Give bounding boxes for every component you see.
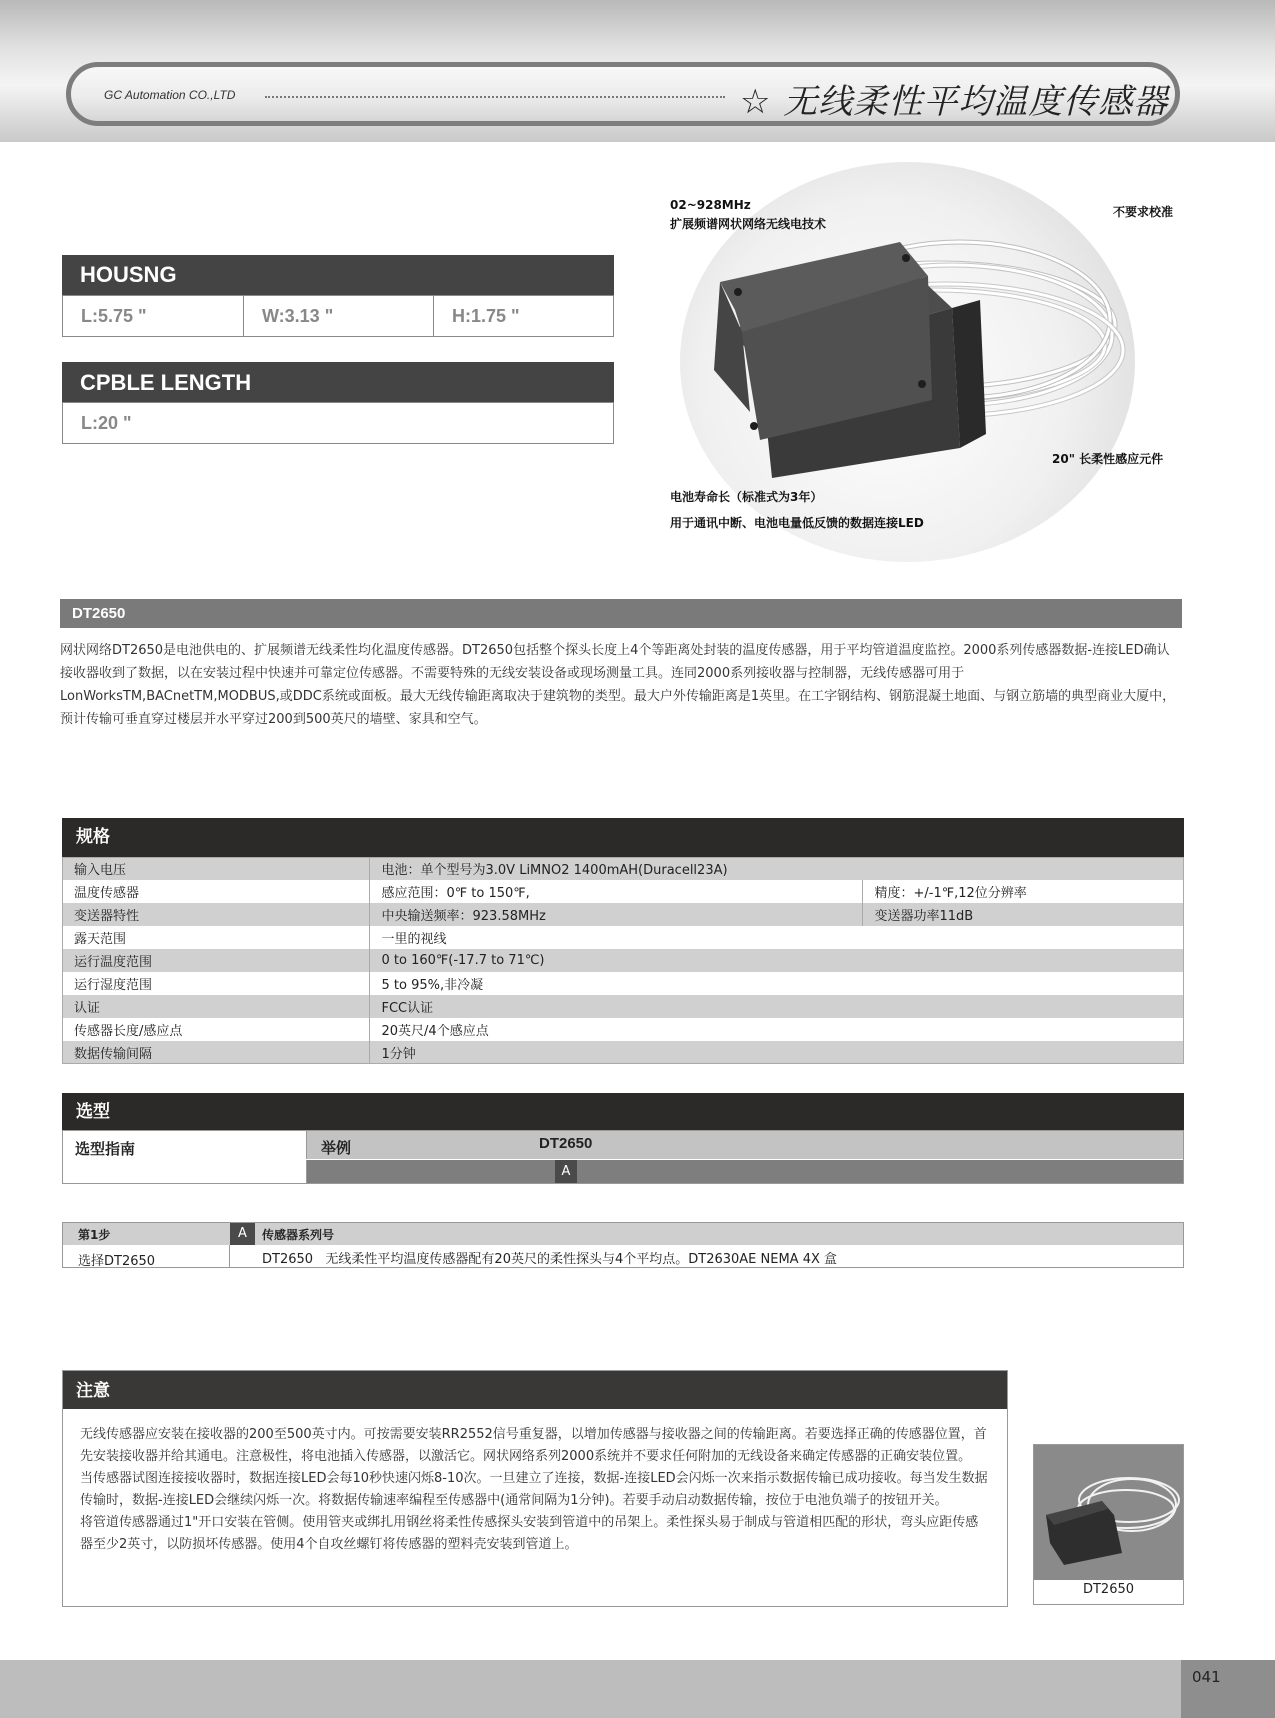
page-title: ☆ 无线柔性平均温度传感器 [740, 82, 1169, 122]
selection-model: DT2650 [539, 1135, 593, 1152]
selection-example-label: 举例 [321, 1139, 352, 1157]
selection-heading: 选型 [62, 1093, 1184, 1130]
company-name: GC Automation CO.,LTD [104, 88, 236, 102]
selection-guide-label: 选型指南 [75, 1140, 136, 1158]
spec-label: 温度传感器 [62, 880, 369, 903]
callout-battery-life: 电池寿命长（标准式为3年） [670, 490, 823, 504]
table-row [62, 995, 1184, 1018]
spec-value: 感应范围：0℉ to 150℉, [369, 880, 862, 903]
page-number: 041 [1192, 1668, 1221, 1686]
table-row [62, 880, 1184, 903]
callout-no-calibration: 不要求校准 [1113, 205, 1174, 219]
callout-flexible-element: 20" 长柔性感应元件 [1052, 452, 1164, 466]
housing-length: L:5.75 " [63, 296, 244, 336]
selection-code-bar [306, 1160, 1183, 1183]
spec-label: 数据传输间隔 [62, 1041, 369, 1064]
selection-example-bar [306, 1131, 1183, 1159]
spec-label: 输入电压 [62, 857, 369, 880]
housing-height: H:1.75 " [452, 306, 520, 326]
thumbnail-caption: DT2650 [1082, 1582, 1135, 1597]
notes-paragraph: 将管道传感器通过1"开口安装在管侧。使用管夹或绑扎用钢丝将柔性传感探头安装到管道中的吊架上。柔性探头易于制成与管道相匹配的形状，弯头应距传感器至少2英寸，以防损坏传感器。使用4个自攻丝螺钉将传感器的塑料壳安装到管道上。 [80, 1515, 979, 1552]
housing-heading: HOUSNG [62, 255, 614, 295]
notes-heading: 注意 [62, 1371, 1008, 1409]
housing-width: W:3.13 " [244, 296, 434, 336]
step-choose: 选择DT2650 [78, 1254, 156, 1269]
spec-value: 电池：单个型号为3.0V LiMNO2 1400mAH(Duracell23A) [369, 857, 1184, 880]
table-row [62, 949, 1184, 972]
spec-value: 一里的视线 [369, 926, 1184, 949]
table-row [62, 903, 1184, 926]
footer-band [0, 1660, 1275, 1718]
spec-table [62, 857, 1184, 1064]
step-series-label: 传感器系列号 [262, 1228, 335, 1242]
table-row [62, 1041, 1184, 1064]
spec-label: 认证 [62, 995, 369, 1018]
table-row [62, 972, 1184, 995]
spec-label: 传感器长度/感应点 [62, 1018, 369, 1041]
step-divider [229, 1245, 230, 1267]
table-row [62, 1018, 1184, 1041]
header-divider [265, 96, 725, 98]
spec-value: 5 to 95%,非冷凝 [369, 972, 1184, 995]
spec-value: 0 to 160℉(-17.7 to 71℃) [369, 949, 1184, 972]
housing-dimensions [62, 295, 614, 337]
spec-extra: 变送器功率11dB [862, 903, 1184, 926]
spec-extra: 精度：+/-1℉,12位分辨率 [862, 880, 1184, 903]
step-code: A [230, 1223, 255, 1245]
thumbnail-image [1034, 1445, 1183, 1580]
spec-heading: 规格 [62, 818, 1184, 857]
callout-radio-tech: 扩展频谱网状网络无线电技术 [670, 217, 827, 231]
spec-label: 露天范围 [62, 926, 369, 949]
notes-paragraph: 无线传感器应安装在接收器的200至500英寸内。可按需要安装RR2552信号重复器，以增加传感器与接收器之间的传输距离。若要选择正确的传感器位置，首先安装接收器并给其通电。注意极性，将电池插入传感器，以激活它。网状网络系列2000系统并不要求任何附加的无线设备来确定传感器的正确安装位置。 [80, 1427, 987, 1464]
notes-text [80, 1424, 990, 1556]
notes-paragraph: 当传感器试图连接接收器时，数据连接LED会每10秒快速闪烁8-10次。一旦建立了连接，数据-连接LED会闪烁一次来指示数据传输已成功接收。每当发生数据传输时，数据-连接LED会继续闪烁一次。将数据传输速率编程至传感器中(通常间隔为1分钟)。若要手动启动数据传输，按位于电池负端子的按钮开关。 [80, 1471, 988, 1508]
cable-heading: CPBLE LENGTH [62, 362, 614, 402]
callout-frequency: 02~928MHz [670, 198, 751, 212]
step-label: 第1步 [78, 1228, 111, 1242]
table-row [62, 926, 1184, 949]
step-description: DT2650 无线柔性平均温度传感器配有20英尺的柔性探头与4个平均点。DT2630AE NEMA 4X 盒 [262, 1252, 838, 1267]
spec-label: 变送器特性 [62, 903, 369, 926]
spec-value: FCC认证 [369, 995, 1184, 1018]
spec-value: 中央输送频率：923.58MHz [369, 903, 862, 926]
callout-data-led: 用于通讯中断、电池电量低反馈的数据连接LED [670, 516, 924, 530]
model-section-bar: DT2650 [60, 599, 1182, 628]
spec-label: 运行湿度范围 [62, 972, 369, 995]
cable-dimensions [62, 402, 614, 444]
spec-value: 20英尺/4个感应点 [369, 1018, 1184, 1041]
table-row [62, 857, 1184, 880]
spec-value: 1分钟 [369, 1041, 1184, 1064]
selection-code: A [555, 1160, 577, 1183]
intro-paragraph: 网状网络DT2650是电池供电的、扩展频谱无线柔性均化温度传感器。DT2650包括整个探头长度上4个等距离处封装的温度传感器，用于平均管道温度监控。2000系列传感器数据-连接LED确认接收器收到了数据，以在安装过程中快速并可靠定位传感器。不需要特殊的无线安装设备或现场测量工具。连同2000系列接收器与控制器，无线传感器可用于LonWorksTM,BACnetTM,MODBUS,或DDC系统或面板。最大无线传输距离取决于建筑物的类型。最大户外传输距离是1英里。在工字钢结构、钢筋混凝土地面、与钢立筋墙的典型商业大厦中，预计传输可垂直穿过楼层并水平穿过200到500英尺的墙壁、家具和空气。 [60, 643, 1176, 727]
spec-label: 运行温度范围 [62, 949, 369, 972]
cable-length: L:20 " [81, 413, 132, 433]
